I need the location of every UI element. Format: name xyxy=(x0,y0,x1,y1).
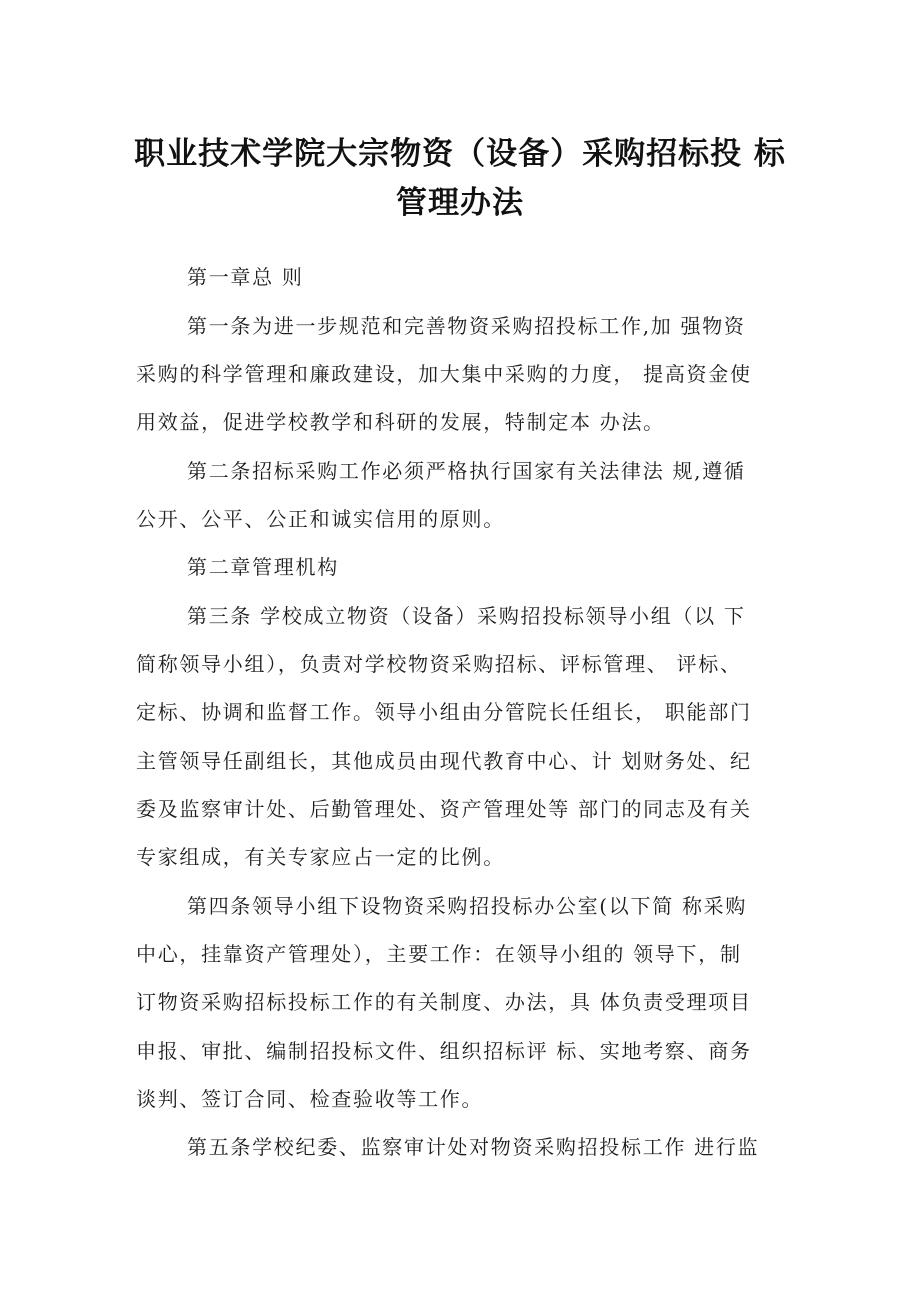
article-1-line-3: 用效益，促进学校教学和科研的发展，特制定本 办法。 xyxy=(136,410,665,434)
chapter-heading-2: 第二章管理机构 xyxy=(187,555,339,579)
article-4-line-4: 申报、审批、编制招投标文件、组织招标评 标、实地考察、商务 xyxy=(136,1039,752,1063)
article-1-line-1: 第一条为进一步规范和完善物资采购招投标工作,加 强物资 xyxy=(187,314,746,338)
article-2-line-1: 第二条招标采购工作必须严格执行国家有关法律法 规,遵循 xyxy=(187,459,746,483)
article-3-line-4: 主管领导任副组长，其他成员由现代教育中心、计 划财务处、纪 xyxy=(136,749,752,773)
article-4-line-5: 谈判、签订合同、检查验收等工作。 xyxy=(136,1087,484,1111)
article-3-line-1: 第三条 学校成立物资（设备）采购招投标领导小组（以 下 xyxy=(187,604,746,628)
article-4-line-3: 订物资采购招标投标工作的有关制度、办法，具 体负责受理项目 xyxy=(136,990,752,1014)
document-title-line-1: 职业技术学院大宗物资（设备）采购招标投 标 xyxy=(134,136,786,172)
article-2-line-2: 公开、公平、公正和诚实信用的原则。 xyxy=(136,507,505,531)
article-3-line-3: 定标、协调和监督工作。领导小组由分管院长任组长， 职能部门 xyxy=(136,700,752,724)
document-title-line-2: 管理办法 xyxy=(396,185,524,221)
article-4-line-2: 中心，挂靠资产管理处），主要工作：在领导小组的 领导下，制 xyxy=(136,942,742,966)
article-3-line-5: 委及监察审计处、后勤管理处、资产管理处等 部门的同志及有关 xyxy=(136,797,752,821)
chapter-heading-1: 第一章总 则 xyxy=(187,265,304,289)
article-4-line-1: 第四条领导小组下设物资采购招投标办公室(以下简 称采购 xyxy=(187,894,748,918)
article-3-line-2: 简称领导小组），负责对学校物资采购招标、评标管理、 评标、 xyxy=(136,652,742,676)
article-5-line-1: 第五条学校纪委、监察审计处对物资采购招投标工作 进行监 xyxy=(187,1135,760,1159)
article-3-line-6: 专家组成，有关专家应占一定的比例。 xyxy=(136,845,505,869)
article-1-line-2: 采购的科学管理和廉政建设，加大集中采购的力度， 提高资金使 xyxy=(136,362,752,386)
